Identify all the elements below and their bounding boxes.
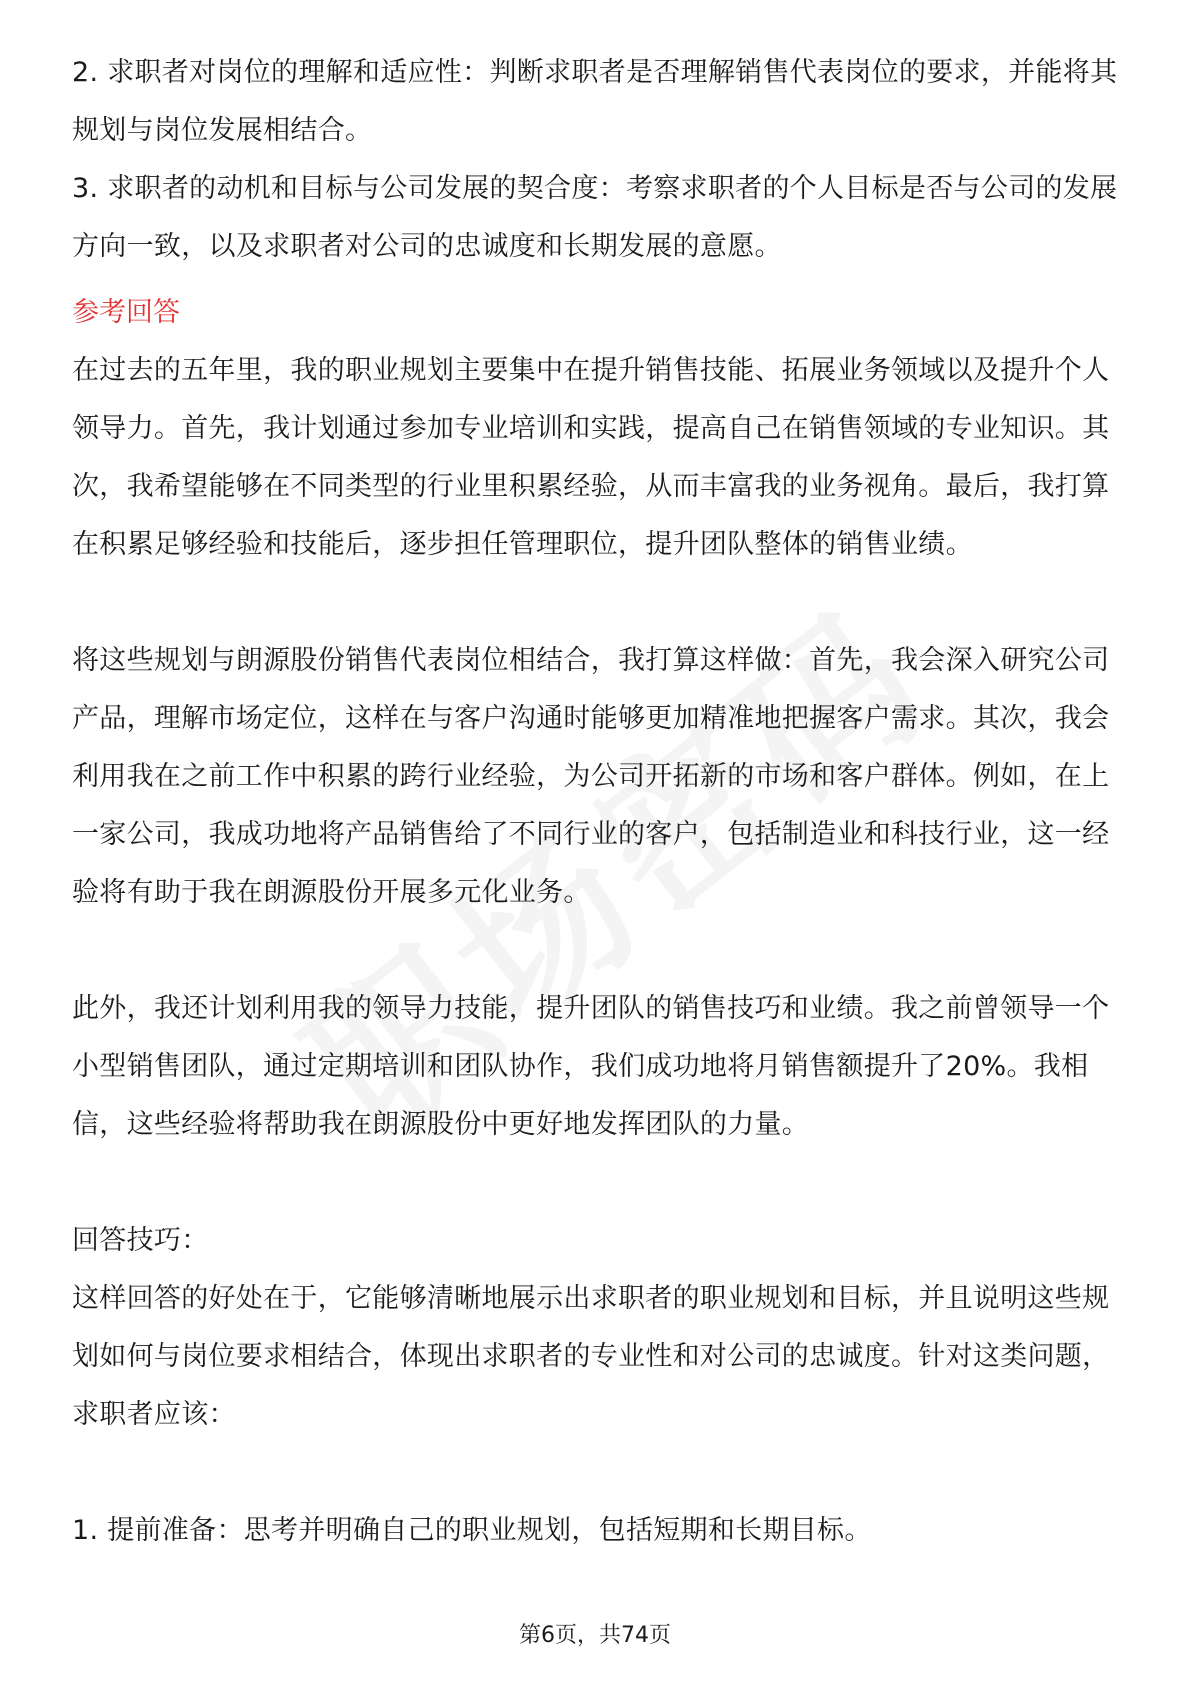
reference-paragraph-3: 此外，我还计划利用我的领导力技能，提升团队的销售技巧和业绩。我之前曾领导一个小型销售团队，通过定期培训和团队协作，我们成功地将月销售额提升了20%。我相信，这些经验将帮助我在朗源股份中更好地发挥团队的力量。 xyxy=(72,993,1110,1140)
page-footer: 第6页，共74页 xyxy=(519,1623,671,1648)
criteria-item-2: 2. 求职者对岗位的理解和适应性：判断求职者是否理解销售代表岗位的要求，并能将其规划与岗位发展相结合。 xyxy=(72,57,1118,146)
reference-paragraph-2: 将这些规划与朗源股份销售代表岗位相结合，我打算这样做：首先，我会深入研究公司产品，理解市场定位，这样在与客户沟通时能够更加精准地把握客户需求。其次，我会利用我在之前工作中积累的跨行业经验，为公司开拓新的市场和客户群体。例如，在上一家公司，我成功地将产品销售给了不同行业的客户，包括制造业和科技行业，这一经验将有助于我在朗源股份开展多元化业务。 xyxy=(72,645,1110,908)
tips-list-item-1: 1. 提前准备：思考并明确自己的职业规划，包括短期和长期目标。 xyxy=(72,1515,872,1546)
tips-heading: 回答技巧： xyxy=(72,1225,209,1256)
tips-paragraph: 这样回答的好处在于，它能够清晰地展示出求职者的职业规划和目标，并且说明这些规划如何与岗位要求相结合，体现出求职者的专业性和对公司的忠诚度。针对这类问题，求职者应该： xyxy=(72,1283,1110,1430)
criteria-item-3: 3. 求职者的动机和目标与公司发展的契合度：考察求职者的个人目标是否与公司的发展方向一致，以及求职者对公司的忠诚度和长期发展的意愿。 xyxy=(72,173,1118,262)
reference-paragraph-1: 在过去的五年里，我的职业规划主要集中在提升销售技能、拓展业务领域以及提升个人领导力。首先，我计划通过参加专业培训和实践，提高自己在销售领域的专业知识。其次，我希望能够在不同类型的行业里积累经验，从而丰富我的业务视角。最后，我打算在积累足够经验和技能后，逐步担任管理职位，提升团队整体的销售业绩。 xyxy=(72,355,1110,560)
reference-answer-heading: 参考回答 xyxy=(72,297,180,328)
page-content xyxy=(72,44,1122,1560)
